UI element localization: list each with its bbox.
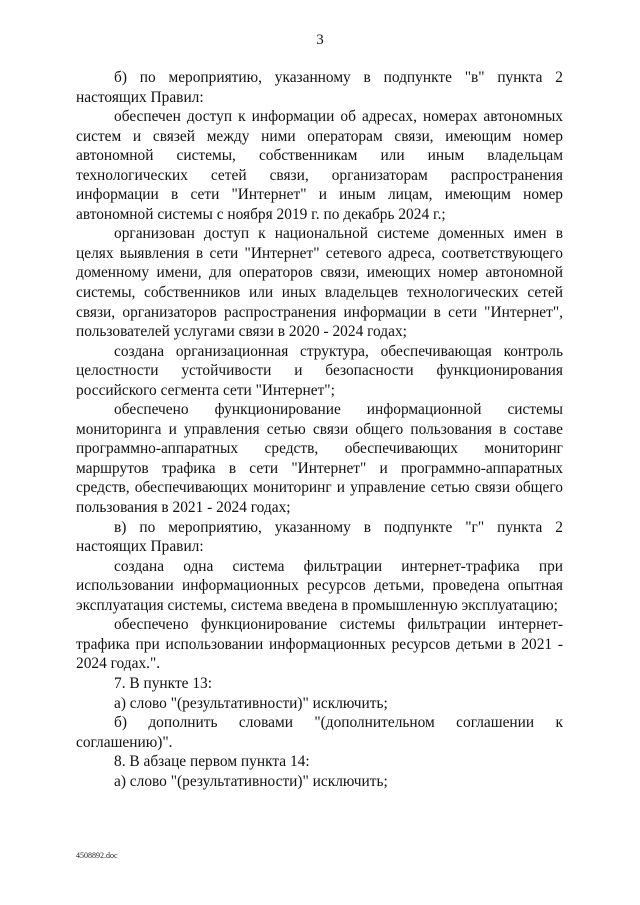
paragraph-item-7: 7. В пункте 13: <box>114 674 213 692</box>
paragraph-item-8-a: а) слово "(результативности)" исключить; <box>114 772 388 790</box>
paragraph-org-structure: создана организационная структура, обеспечивающая контроль целостности устойчивости и безопасности функционирования российского сегмента сети "Интернет"; <box>76 342 563 399</box>
paragraph-item-7-a: а) слово "(результативности)" исключить; <box>114 694 388 712</box>
paragraph-subitem-b-heading: б) по мероприятию, указанному в подпункте "в" пункта 2 настоящих Правил: <box>76 69 563 106</box>
paragraph-monitoring-system: обеспечено функционирование информационной системы мониторинга и управления сетью связи общего пользования в составе программно-аппаратных средств, обеспечивающих мониторинг маршрутов трафика в сети "Интернет" и программно-аппаратных средств, обеспечивающих мониторинг и управление сетью связи общего пользования в 2021 - 2024 годах; <box>76 401 563 517</box>
paragraph-subitem-v-heading: в) по мероприятию, указанному в подпункте "г" пункта 2 настоящих Правил: <box>76 518 563 556</box>
paragraph-item-7-b: б) дополнить словами "(дополнительном соглашении к соглашению)". <box>76 714 563 751</box>
paragraph-filter-system-created: создана одна система фильтрации интернет-трафика при использовании информационных ресурсов детьми, проведена опытная эксплуатация системы, система введена в промышленную эксплуатацию; <box>76 557 563 614</box>
document-body <box>76 68 563 791</box>
paragraph-as-info-access: обеспечен доступ к информации об адресах, номерах автономных систем и связей между ними операторам связи, имеющим номер автономной системы, собственникам или иным владельцам технологических сетей связи, организаторам распространения информации в сети "Интернет" и иным лицам, имеющим номер автономной системы с ноября 2019 г. по декабрь 2024 г.; <box>76 108 563 223</box>
paragraph-dns-access: организован доступ к национальной системе доменных имен в целях выявления в сети "Интернет" сетевого адреса, соответствующего доменному имени, для операторов связи, имеющих номер автономной системы, собственников или иных владельцев технологических сетей связи, организаторов распространения информации в сети "Интернет", пользователей услугами связи в 2020 - 2024 годах; <box>76 225 563 341</box>
paragraph-item-8: 8. В абзаце первом пункта 14: <box>114 753 310 771</box>
paragraph-filter-system-operation: обеспечено функционирование системы фильтрации интернет-трафика при использовании информационных ресурсов детьми в 2021 - 2024 годах.". <box>76 616 563 673</box>
document-filename: 4508892.doc <box>76 851 118 860</box>
page-number: 3 <box>316 32 324 48</box>
